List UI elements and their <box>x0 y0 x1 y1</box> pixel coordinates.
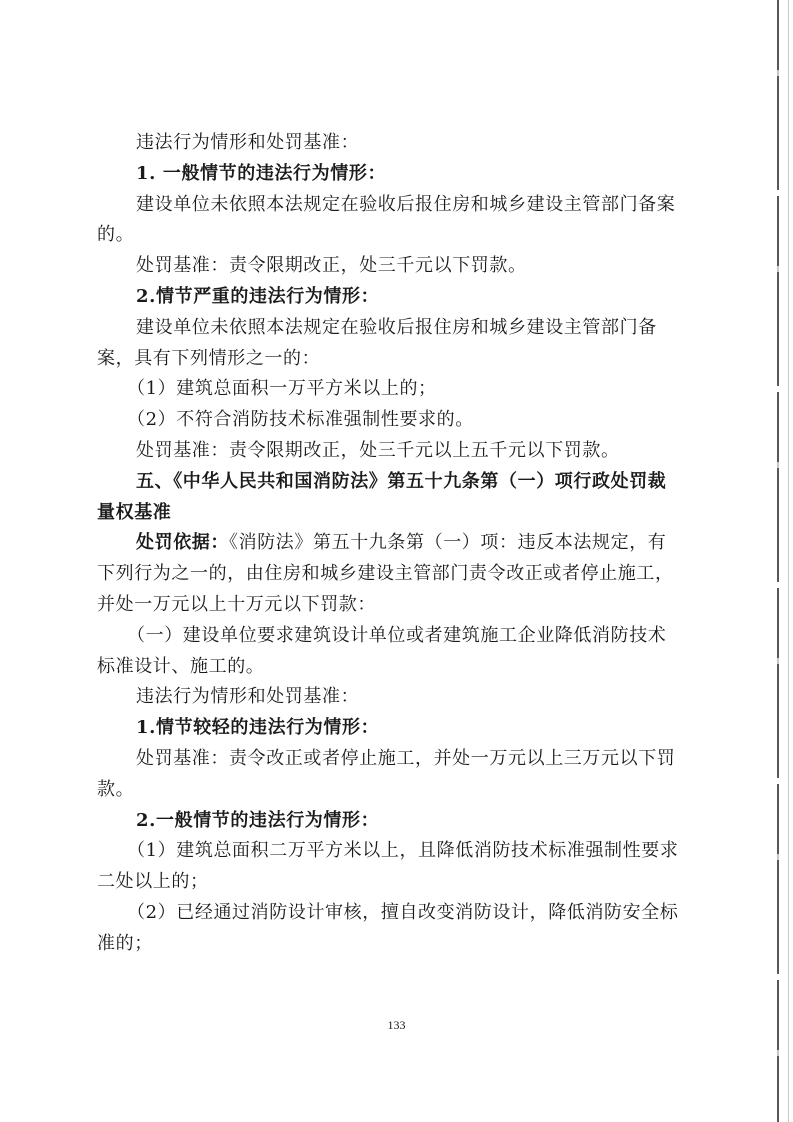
basis-text: 《消防法》第五十九条第（一）项：违反本法规定，有 <box>229 532 667 554</box>
paragraph-line: 款。 <box>97 778 135 800</box>
paragraph-line: 处罚基准：责令限期改正，处三千元以下罚款。 <box>136 255 527 277</box>
paragraph-line: 并处一万元以上十万元以下罚款： <box>97 593 376 615</box>
paragraph-line: 处罚基准：责令限期改正，处三千元以上五千元以下罚款。 <box>136 439 620 461</box>
section-heading: 2.一般情节的违法行为情形： <box>136 809 380 831</box>
list-item: （1）建筑总面积一万平方米以上的； <box>127 378 437 400</box>
paragraph-line: 违法行为情形和处罚基准： <box>136 686 360 708</box>
basis-label: 处罚依据： <box>136 532 229 554</box>
paragraph-line: 二处以上的； <box>97 871 209 893</box>
list-item: （2）已经通过消防设计审核，擅自改变消防设计，降低消防安全标 <box>127 901 679 923</box>
list-item: （2）不符合消防技术标准强制性要求的。 <box>127 409 474 431</box>
article-heading: 量权基准 <box>97 501 172 523</box>
paragraph-line: 案，具有下列情形之一的： <box>97 347 321 369</box>
scan-edge-line <box>777 0 779 1122</box>
paragraph-line: 下列行为之一的，由住房和城乡建设主管部门责令改正或者停止施工， <box>97 563 674 585</box>
list-item: （一）建设单位要求建筑设计单位或者建筑施工企业降低消防技术 <box>127 624 667 646</box>
section-heading: 1. 一般情节的违法行为情形： <box>136 162 387 184</box>
paragraph-line: 标准设计、施工的。 <box>97 655 265 677</box>
paragraph-line: 准的； <box>97 932 153 954</box>
body-text <box>97 128 687 960</box>
page-number: 133 <box>387 1018 406 1032</box>
section-heading: 2.情节严重的违法行为情形： <box>136 285 380 307</box>
paragraph-line: 建设单位未依照本法规定在验收后报住房和城乡建设主管部门备案 <box>136 193 676 215</box>
paragraph-line: 建设单位未依照本法规定在验收后报住房和城乡建设主管部门备 <box>136 316 657 338</box>
article-heading: 五、《中华人民共和国消防法》第五十九条第（一）项行政处罚裁 <box>136 470 667 492</box>
list-item: （1）建筑总面积二万平方米以上，且降低消防技术标准强制性要求 <box>127 840 679 862</box>
paragraph-line: 处罚基准：责令改正或者停止施工，并处一万元以上三万元以下罚 <box>136 747 676 769</box>
paragraph-line: 的。 <box>97 224 135 246</box>
paragraph-line: 违法行为情形和处罚基准： <box>136 132 360 153</box>
scan-edge-line-outer <box>788 0 789 1122</box>
section-heading: 1.情节较轻的违法行为情形： <box>136 717 380 739</box>
paragraph-line <box>97 528 687 559</box>
